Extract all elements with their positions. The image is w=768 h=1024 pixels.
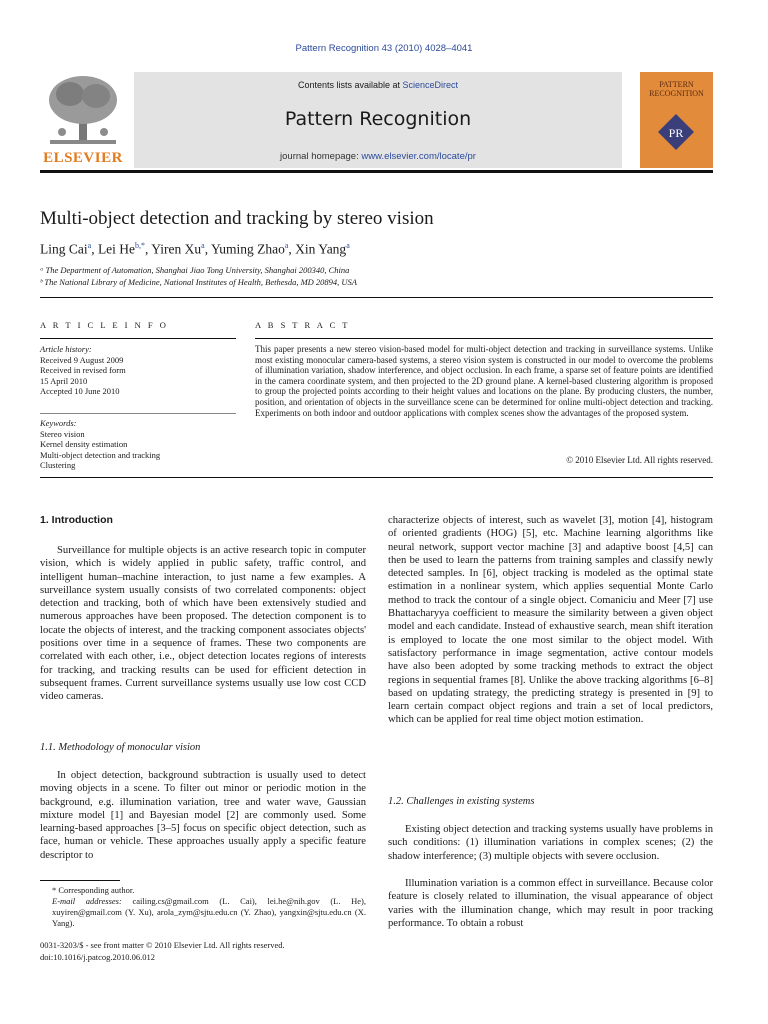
cover-title-line-1: PATTERN bbox=[659, 80, 694, 89]
sciencedirect-link[interactable]: ScienceDirect bbox=[402, 80, 459, 90]
author-list bbox=[40, 241, 350, 258]
footnote bbox=[40, 885, 366, 929]
keyword-item: Kernel density estimation bbox=[40, 439, 128, 449]
journal-title: Pattern Recognition bbox=[284, 108, 472, 130]
section-1-heading: 1. Introduction bbox=[40, 514, 113, 526]
keyword-item: Clustering bbox=[40, 460, 76, 470]
contents-prefix: Contents lists available at bbox=[297, 80, 403, 90]
keywords-label: Keywords: bbox=[40, 418, 77, 428]
header-divider bbox=[40, 170, 713, 173]
author-3: Yiren Xu bbox=[151, 241, 202, 257]
history-item: Accepted 10 June 2010 bbox=[40, 386, 120, 396]
doi-line[interactable]: doi:10.1016/j.patcog.2010.06.012 bbox=[40, 952, 155, 962]
title-divider bbox=[40, 297, 713, 298]
article-info-heading: A R T I C L E I N F O bbox=[40, 320, 169, 330]
affiliation-b: ᵇ The National Library of Medicine, National Institutes of Health, Bethesda, MD 20894, USA bbox=[40, 277, 357, 287]
history-item: Received in revised form bbox=[40, 365, 126, 375]
section-1-paragraph: Surveillance for multiple objects is an active research topic in computer vision, which is widely applied in public safety, traffic control, and intelligent human–machine interaction, to just name a few examples. A surveillance system usually consists of two correlated components: object detection and tracking, both of which have been extensively studied and numerous approaches have been proposed. The detection component is to locate the objects of interest, and the tracking component associates objects' positions over time in a sequence of frames. These two components are correlated with each other, i.e., object detection locates regions of interests for tracking, and tracking results can be used for efficient detection in subsequent frames. Current surveillance systems usually use low cost CCD video cameras. bbox=[40, 545, 366, 703]
article-history bbox=[40, 344, 236, 397]
publisher-name: ELSEVIER bbox=[43, 150, 123, 166]
section-1-1-heading: 1.1. Methodology of monocular vision bbox=[40, 742, 201, 753]
homepage-link[interactable]: www.elsevier.com/locate/pr bbox=[361, 151, 476, 162]
author-separator: , bbox=[145, 241, 152, 257]
history-label: Article history: bbox=[40, 344, 92, 354]
abstract-copyright: © 2010 Elsevier Ltd. All rights reserved. bbox=[566, 455, 713, 465]
keyword-item: Multi-object detection and tracking bbox=[40, 449, 161, 460]
author-3-affiliation-marker[interactable]: a bbox=[201, 241, 205, 250]
section-1-1-paragraph: In object detection, background subtraction is usually used to detect moving objects in a scene. To filter out minor or periodic motion in the background, e.g. illumination variation, tree and water wave, Gaussian mixture model [1] and Bayesian model [2] are commonly used. Some learning-based approaches [3–5] focus on specific object detection, such as face, human or vehicle. These approaches usually apply a specific feature descriptor to bbox=[40, 770, 366, 861]
section-1-2-heading: 1.2. Challenges in existing systems bbox=[388, 796, 535, 807]
keywords bbox=[40, 418, 236, 471]
keywords-divider bbox=[40, 413, 236, 414]
section-1-2-paragraph-2: Illumination variation is a common effect in surveillance. Because color feature is closely related to illumination, the visual appearance of object varies with the illumination change, which may result in poor tracking performance. To obtain a robust bbox=[388, 878, 713, 929]
abstract-heading: A B S T R A C T bbox=[255, 320, 350, 330]
footnote-divider bbox=[40, 880, 120, 881]
article-title: Multi-object detection and tracking by stereo vision bbox=[40, 208, 434, 229]
cover-title-line-2: RECOGNITION bbox=[649, 89, 704, 98]
homepage-prefix: journal homepage: bbox=[280, 151, 362, 162]
cover-title bbox=[640, 80, 713, 98]
cover-logo-text: PR bbox=[668, 126, 684, 140]
keyword-item: Stereo vision bbox=[40, 428, 85, 439]
abstract-text: This paper presents a new stereo vision-based model for multi-object detection and tracking in surveillance systems. Unlike most existing monocular camera-based systems, a stereo vision system is constructed in our model to overcome the problems of illumination variation, shadow interference, and object occlusion. In each frame, a sparse set of feature points are identified in the camera coordinate system, and then projected to the 2D ground plane. A kernel-based clustering algorithm is proposed to group the projected points according to their height values and locations on the plane. By producing clusters, the number, position, and orientation of objects in the surveillance scene can be determined for online multi-object detection and tracking. Experiments on both indoor and outdoor applications with complex scenes show the advantages of the proposed system. bbox=[255, 344, 713, 418]
article-info-divider bbox=[40, 338, 236, 339]
abstract-divider bbox=[255, 338, 713, 339]
contents-line bbox=[134, 80, 622, 90]
affiliation-a: ᵃ The Department of Automation, Shanghai Jiao Tong University, Shanghai 200340, China bbox=[40, 265, 350, 275]
journal-homepage bbox=[134, 151, 622, 162]
author-separator: , bbox=[91, 241, 98, 257]
section-1-2-paragraph-1: Existing object detection and tracking systems usually have problems in such conditions: (1) illumination variations in complex scenes; (2) the shadow interference; (3) multiple objects with severe occlusion. bbox=[388, 824, 713, 862]
author-2: Lei He bbox=[97, 241, 136, 257]
email-addresses[interactable]: cailing.cs@gmail.com (L. Cai), lei.he@nih.gov (L. He), xuyiren@gmail.com (Y. Xu), arola_zym@sjtu.edu.cn (Y. Zhao), yangxin@sjtu.edu.cn (X. Yang). bbox=[52, 896, 366, 928]
author-4-affiliation-marker[interactable]: a bbox=[284, 241, 289, 250]
journal-reference[interactable]: Pattern Recognition 43 (2010) 4028–4041 bbox=[295, 43, 473, 54]
author-1: Ling Cai bbox=[40, 241, 88, 257]
abstract-bottom-divider bbox=[40, 477, 713, 478]
author-5-affiliation-marker[interactable]: a bbox=[346, 241, 350, 250]
author-4: Yuming Zhao bbox=[210, 241, 285, 257]
history-item: Received 9 August 2009 bbox=[40, 354, 124, 365]
author-2-affiliation-marker[interactable]: b,* bbox=[135, 241, 146, 250]
corresponding-author-note: * Corresponding author. bbox=[52, 885, 135, 895]
author-5: Xin Yang bbox=[295, 241, 347, 257]
history-item: 15 April 2010 bbox=[40, 375, 88, 386]
author-separator: , bbox=[204, 241, 211, 257]
right-column-paragraph: characterize objects of interest, such as wavelet [3], motion [4], histogram of oriented gradients (HOG) [5], etc. Machine learning algorithms like neural network, support vector machine [3] and adaptive boost [4,5] can then be used to learn the patterns from training samples and classify newly detected samples. In [6], object tracking is modeled as the optimal state estimation in a nonlinear system, which applies sequential Monte Carlo method to track the contour of a single object. Comaniciu and Meer [7] use Bhattacharyya coefficient to measure the similarity between a given object model and each candidate. Instead of exhaustive search, mean shift iteration is employed to locate the one most similar to the object model. With satisfactory performance in image segmentation, active contour models have also been adopted by some tracking methods to extract the object regions in sequential frames [8]. Unlike the above tracking algorithms [6–8] based on updating strategy, the predicting strategy is presented in [9] to learn certain compact object regions and train a set of local predictors, which can be applied for real time object motion estimation. bbox=[388, 515, 713, 726]
cover-logo-icon bbox=[656, 112, 696, 152]
email-label: E-mail addresses: bbox=[52, 896, 122, 906]
author-1-affiliation-marker[interactable]: a bbox=[87, 241, 92, 250]
author-separator: , bbox=[288, 241, 296, 257]
issn-line: 0031-3203/$ - see front matter © 2010 Elsevier Ltd. All rights reserved. bbox=[40, 940, 285, 950]
